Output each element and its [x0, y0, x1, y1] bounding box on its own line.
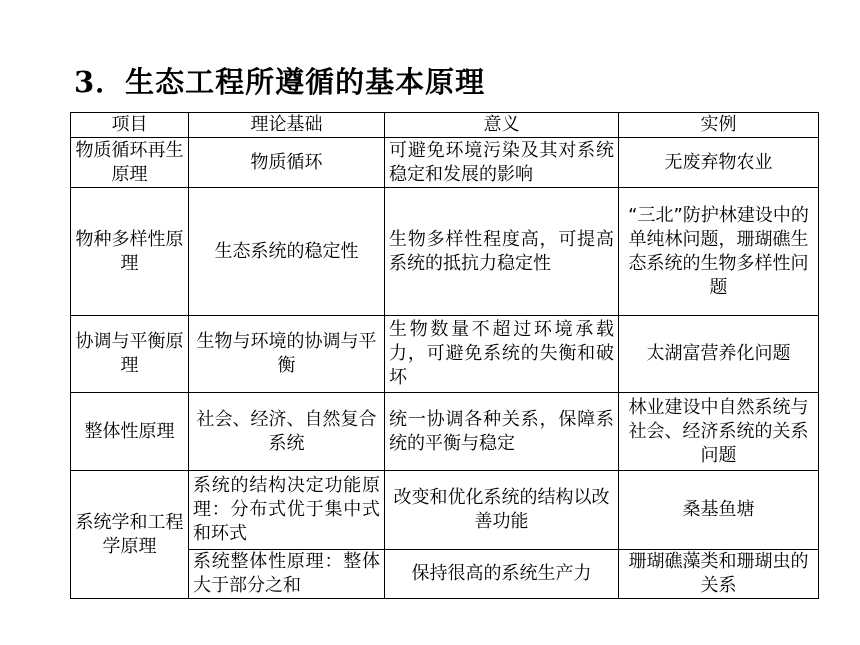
- header-basis: 理论基础: [189, 113, 385, 138]
- header-item: 项目: [71, 113, 189, 138]
- cell-meaning: 生物多样性程度高，可提高系统的抵抗力稳定性: [385, 188, 619, 316]
- cell-example: 林业建设中自然系统与社会、经济系统的关系问题: [619, 393, 819, 471]
- table-row: [71, 138, 819, 188]
- cell-example: 桑基鱼塘: [619, 471, 819, 550]
- cell-meaning: 改变和优化系统的结构以改善功能: [385, 471, 619, 550]
- cell-example: 珊瑚礁藻类和珊瑚虫的关系: [619, 550, 819, 599]
- cell-meaning: 统一协调各种关系，保障系统的平衡与稳定: [385, 393, 619, 471]
- cell-meaning: 可避免环境污染及其对系统稳定和发展的影响: [385, 138, 619, 188]
- principles-table: [70, 112, 819, 599]
- page-title: 3．生态工程所遵循的基本原理: [74, 65, 486, 99]
- cell-basis: 物质循环: [189, 138, 385, 188]
- cell-basis: 生物与环境的协调与平衡: [189, 316, 385, 393]
- header-meaning: 意义: [385, 113, 619, 138]
- cell-basis: 系统的结构决定功能原理：分布式优于集中式和环式: [189, 471, 385, 550]
- cell-basis: 生态系统的稳定性: [189, 188, 385, 316]
- table-row: [71, 316, 819, 393]
- cell-example: 太湖富营养化问题: [619, 316, 819, 393]
- cell-basis: 系统整体性原理：整体大于部分之和: [189, 550, 385, 599]
- header-example: 实例: [619, 113, 819, 138]
- cell-item: 整体性原理: [71, 393, 189, 471]
- table-row: [71, 393, 819, 471]
- table-row: [71, 471, 819, 550]
- cell-example: “三北”防护林建设中的单纯林问题，珊瑚礁生态系统的生物多样性问题: [619, 188, 819, 316]
- table-row: [71, 188, 819, 316]
- cell-example: 无废弃物农业: [619, 138, 819, 188]
- cell-meaning: 保持很高的系统生产力: [385, 550, 619, 599]
- cell-meaning: 生物数量不超过环境承载力，可避免系统的失衡和破坏: [385, 316, 619, 393]
- cell-item: 物种多样性原理: [71, 188, 189, 316]
- cell-item: 物质循环再生原理: [71, 138, 189, 188]
- cell-basis: 社会、经济、自然复合系统: [189, 393, 385, 471]
- table-header-row: [71, 113, 819, 138]
- cell-item: 系统学和工程学原理: [71, 471, 189, 599]
- cell-item: 协调与平衡原理: [71, 316, 189, 393]
